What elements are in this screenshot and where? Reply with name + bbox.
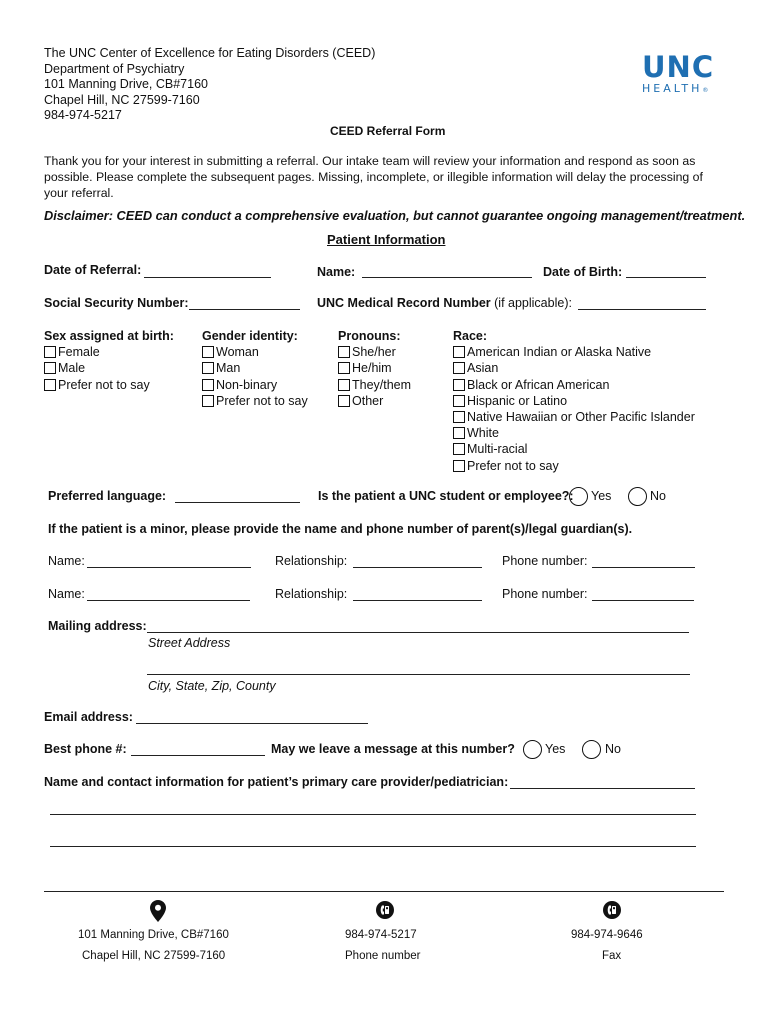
pcp-field-line-2[interactable] xyxy=(50,814,696,815)
checkbox[interactable] xyxy=(453,427,465,439)
guardian1-phone-label: Phone number: xyxy=(502,554,588,568)
guardian2-name-label: Name: xyxy=(48,587,85,601)
footer-address-line2: Chapel Hill, NC 27599-7160 xyxy=(82,950,226,962)
footer-divider xyxy=(44,891,724,892)
org-info xyxy=(44,46,375,124)
unc-no-label: No xyxy=(650,489,666,503)
guardian1-relationship-label: Relationship: xyxy=(275,554,348,568)
section-title: Patient Information xyxy=(327,232,446,247)
checkbox[interactable] xyxy=(44,362,56,374)
race-option[interactable] xyxy=(453,344,695,360)
checkbox[interactable] xyxy=(453,362,465,374)
pcp-field-line-3[interactable] xyxy=(50,846,696,847)
message-yes-radio[interactable] xyxy=(523,740,542,759)
race-heading: Race: xyxy=(453,329,488,343)
preferred-language-label: Preferred language: xyxy=(48,489,167,503)
option-label: They/them xyxy=(352,377,412,392)
logo-unc-text: UNC xyxy=(642,50,715,84)
gender-group xyxy=(202,328,308,409)
guardian2-phone-label: Phone number: xyxy=(502,587,588,601)
checkbox[interactable] xyxy=(453,346,465,358)
logo-health-text xyxy=(642,82,724,98)
unc-question-label: Is the patient a UNC student or employee?: xyxy=(318,489,574,503)
pronouns-option[interactable] xyxy=(338,393,411,409)
option-label: Male xyxy=(58,361,86,376)
name-label: Name: xyxy=(317,265,356,279)
org-department: Department of Psychiatry xyxy=(44,61,185,76)
footer-fax-label: Fax xyxy=(602,950,622,962)
gender-option[interactable] xyxy=(202,344,308,360)
best-phone-label: Best phone #: xyxy=(44,742,127,756)
fax-icon xyxy=(603,901,621,919)
date-of-birth-field[interactable] xyxy=(626,277,706,278)
race-option[interactable] xyxy=(453,393,695,409)
checkbox[interactable] xyxy=(453,460,465,472)
gender-option[interactable] xyxy=(202,393,308,409)
ssn-field[interactable] xyxy=(189,309,300,310)
city-state-hint: City, State, Zip, County xyxy=(148,679,276,693)
message-no-label: No xyxy=(605,742,621,756)
unc-health-logo xyxy=(642,52,724,98)
option-label: American Indian or Alaska Native xyxy=(467,345,652,360)
sex-option[interactable] xyxy=(44,344,174,360)
option-label: Hispanic or Latino xyxy=(467,393,568,408)
date-of-birth-label: Date of Birth: xyxy=(543,265,623,279)
guardian2-name-field[interactable] xyxy=(87,600,250,601)
guardian-prompt: If the patient is a minor, please provide the name and phone number of parent(s)/legal guardian(s). xyxy=(48,522,633,536)
location-pin-icon xyxy=(150,900,166,922)
email-label: Email address: xyxy=(44,710,133,724)
race-option[interactable] xyxy=(453,360,695,376)
checkbox[interactable] xyxy=(453,411,465,423)
pronouns-option[interactable] xyxy=(338,344,411,360)
leave-message-label: May we leave a message at this number? xyxy=(271,742,515,756)
pronouns-option[interactable] xyxy=(338,377,411,393)
checkbox[interactable] xyxy=(453,379,465,391)
pcp-field[interactable] xyxy=(510,788,695,789)
option-label: Asian xyxy=(467,361,499,376)
checkbox[interactable] xyxy=(453,395,465,407)
race-option[interactable] xyxy=(453,441,695,457)
unc-yes-radio[interactable] xyxy=(569,487,588,506)
checkbox[interactable] xyxy=(202,395,214,407)
checkbox[interactable] xyxy=(338,362,350,374)
mrn-field[interactable] xyxy=(578,309,706,310)
guardian1-name-field[interactable] xyxy=(87,567,251,568)
option-label: Prefer not to say xyxy=(216,393,308,408)
gender-heading: Gender identity: xyxy=(202,329,298,343)
best-phone-field[interactable] xyxy=(131,755,265,756)
option-label: Black or African American xyxy=(467,377,610,392)
phone-icon xyxy=(376,901,394,919)
race-option[interactable] xyxy=(453,409,695,425)
option-label: Prefer not to say xyxy=(467,458,559,473)
email-field[interactable] xyxy=(136,723,368,724)
race-group xyxy=(453,328,695,474)
disclaimer: Disclaimer: CEED can conduct a comprehensive evaluation, but cannot guarantee ongoing management/treatment. xyxy=(44,208,746,223)
org-street: 101 Manning Drive, CB#7160 xyxy=(44,77,208,91)
checkbox[interactable] xyxy=(202,362,214,374)
guardian1-phone-field[interactable] xyxy=(592,567,695,568)
mailing-address-label: Mailing address: xyxy=(48,619,147,633)
checkbox[interactable] xyxy=(202,379,214,391)
checkbox[interactable] xyxy=(338,395,350,407)
footer-fax: 984-974-9646 xyxy=(571,929,643,941)
footer-address-line1: 101 Manning Drive, CB#7160 xyxy=(78,929,229,941)
mrn-label: UNC Medical Record Number xyxy=(317,296,491,310)
pcp-label: Name and contact information for patient’s primary care provider/pediatrician: xyxy=(44,775,509,789)
org-phone: 984-974-5217 xyxy=(44,108,122,122)
unc-yes-label: Yes xyxy=(591,489,612,503)
date-of-referral-label: Date of Referral: xyxy=(44,263,142,277)
message-yes-label: Yes xyxy=(545,742,566,756)
ssn-label: Social Security Number: xyxy=(44,296,189,310)
name-field[interactable] xyxy=(362,277,532,278)
race-option[interactable] xyxy=(453,377,695,393)
checkbox[interactable] xyxy=(202,346,214,358)
option-label: Non-binary xyxy=(216,377,278,392)
date-of-referral-field[interactable] xyxy=(144,277,271,278)
footer-phone: 984-974-5217 xyxy=(345,929,417,941)
org-city: Chapel Hill, NC 27599-7160 xyxy=(44,92,200,107)
street-address-hint: Street Address xyxy=(148,636,231,650)
preferred-language-field[interactable] xyxy=(175,502,300,503)
logo-health-word: HEALTH xyxy=(642,82,703,95)
option-label: White xyxy=(467,426,499,441)
option-label: She/her xyxy=(352,345,396,360)
option-label: Woman xyxy=(216,345,259,360)
city-state-field[interactable] xyxy=(147,674,690,675)
guardian2-relationship-field[interactable] xyxy=(353,600,482,601)
intro-text: Thank you for your interest in submitting a referral. Our intake team will review your information and respond as soon as possible. Please complete the subsequent pages. Missing, incomplete, or illegible information will delay the processing of your referral. xyxy=(44,154,703,200)
org-name: The UNC Center of Excellence for Eating Disorders (CEED) xyxy=(44,46,376,60)
sex-heading: Sex assigned at birth: xyxy=(44,329,174,343)
pronouns-heading: Pronouns: xyxy=(338,329,401,343)
option-label: He/him xyxy=(352,361,392,376)
sex-option[interactable] xyxy=(44,377,174,393)
sex-option[interactable] xyxy=(44,360,174,376)
logo-registered-mark: ® xyxy=(702,87,709,94)
gender-option[interactable] xyxy=(202,377,308,393)
pronouns-group xyxy=(338,328,411,409)
race-option[interactable] xyxy=(453,425,695,441)
guardian2-phone-field[interactable] xyxy=(592,600,694,601)
mrn-note: (if applicable): xyxy=(494,296,572,310)
checkbox[interactable] xyxy=(453,443,465,455)
checkbox[interactable] xyxy=(44,346,56,358)
form-title: CEED Referral Form xyxy=(330,124,446,138)
street-address-field[interactable] xyxy=(147,632,689,633)
sex-group xyxy=(44,328,174,393)
checkbox[interactable] xyxy=(44,379,56,391)
option-label: Other xyxy=(352,393,384,408)
option-label: Female xyxy=(58,345,100,360)
checkbox[interactable] xyxy=(338,379,350,391)
mrn-label-group xyxy=(317,296,572,310)
option-label: Prefer not to say xyxy=(58,377,150,392)
checkbox[interactable] xyxy=(338,346,350,358)
option-label: Native Hawaiian or Other Pacific Islander xyxy=(467,410,695,425)
pronouns-option[interactable] xyxy=(338,360,411,376)
gender-option[interactable] xyxy=(202,360,308,376)
race-option[interactable] xyxy=(453,458,695,474)
unc-no-radio[interactable] xyxy=(628,487,647,506)
guardian2-relationship-label: Relationship: xyxy=(275,587,348,601)
message-no-radio[interactable] xyxy=(582,740,601,759)
guardian1-relationship-field[interactable] xyxy=(353,567,482,568)
option-label: Multi-racial xyxy=(467,442,528,457)
guardian1-name-label: Name: xyxy=(48,554,85,568)
footer-phone-label: Phone number xyxy=(345,950,421,962)
option-label: Man xyxy=(216,361,241,376)
